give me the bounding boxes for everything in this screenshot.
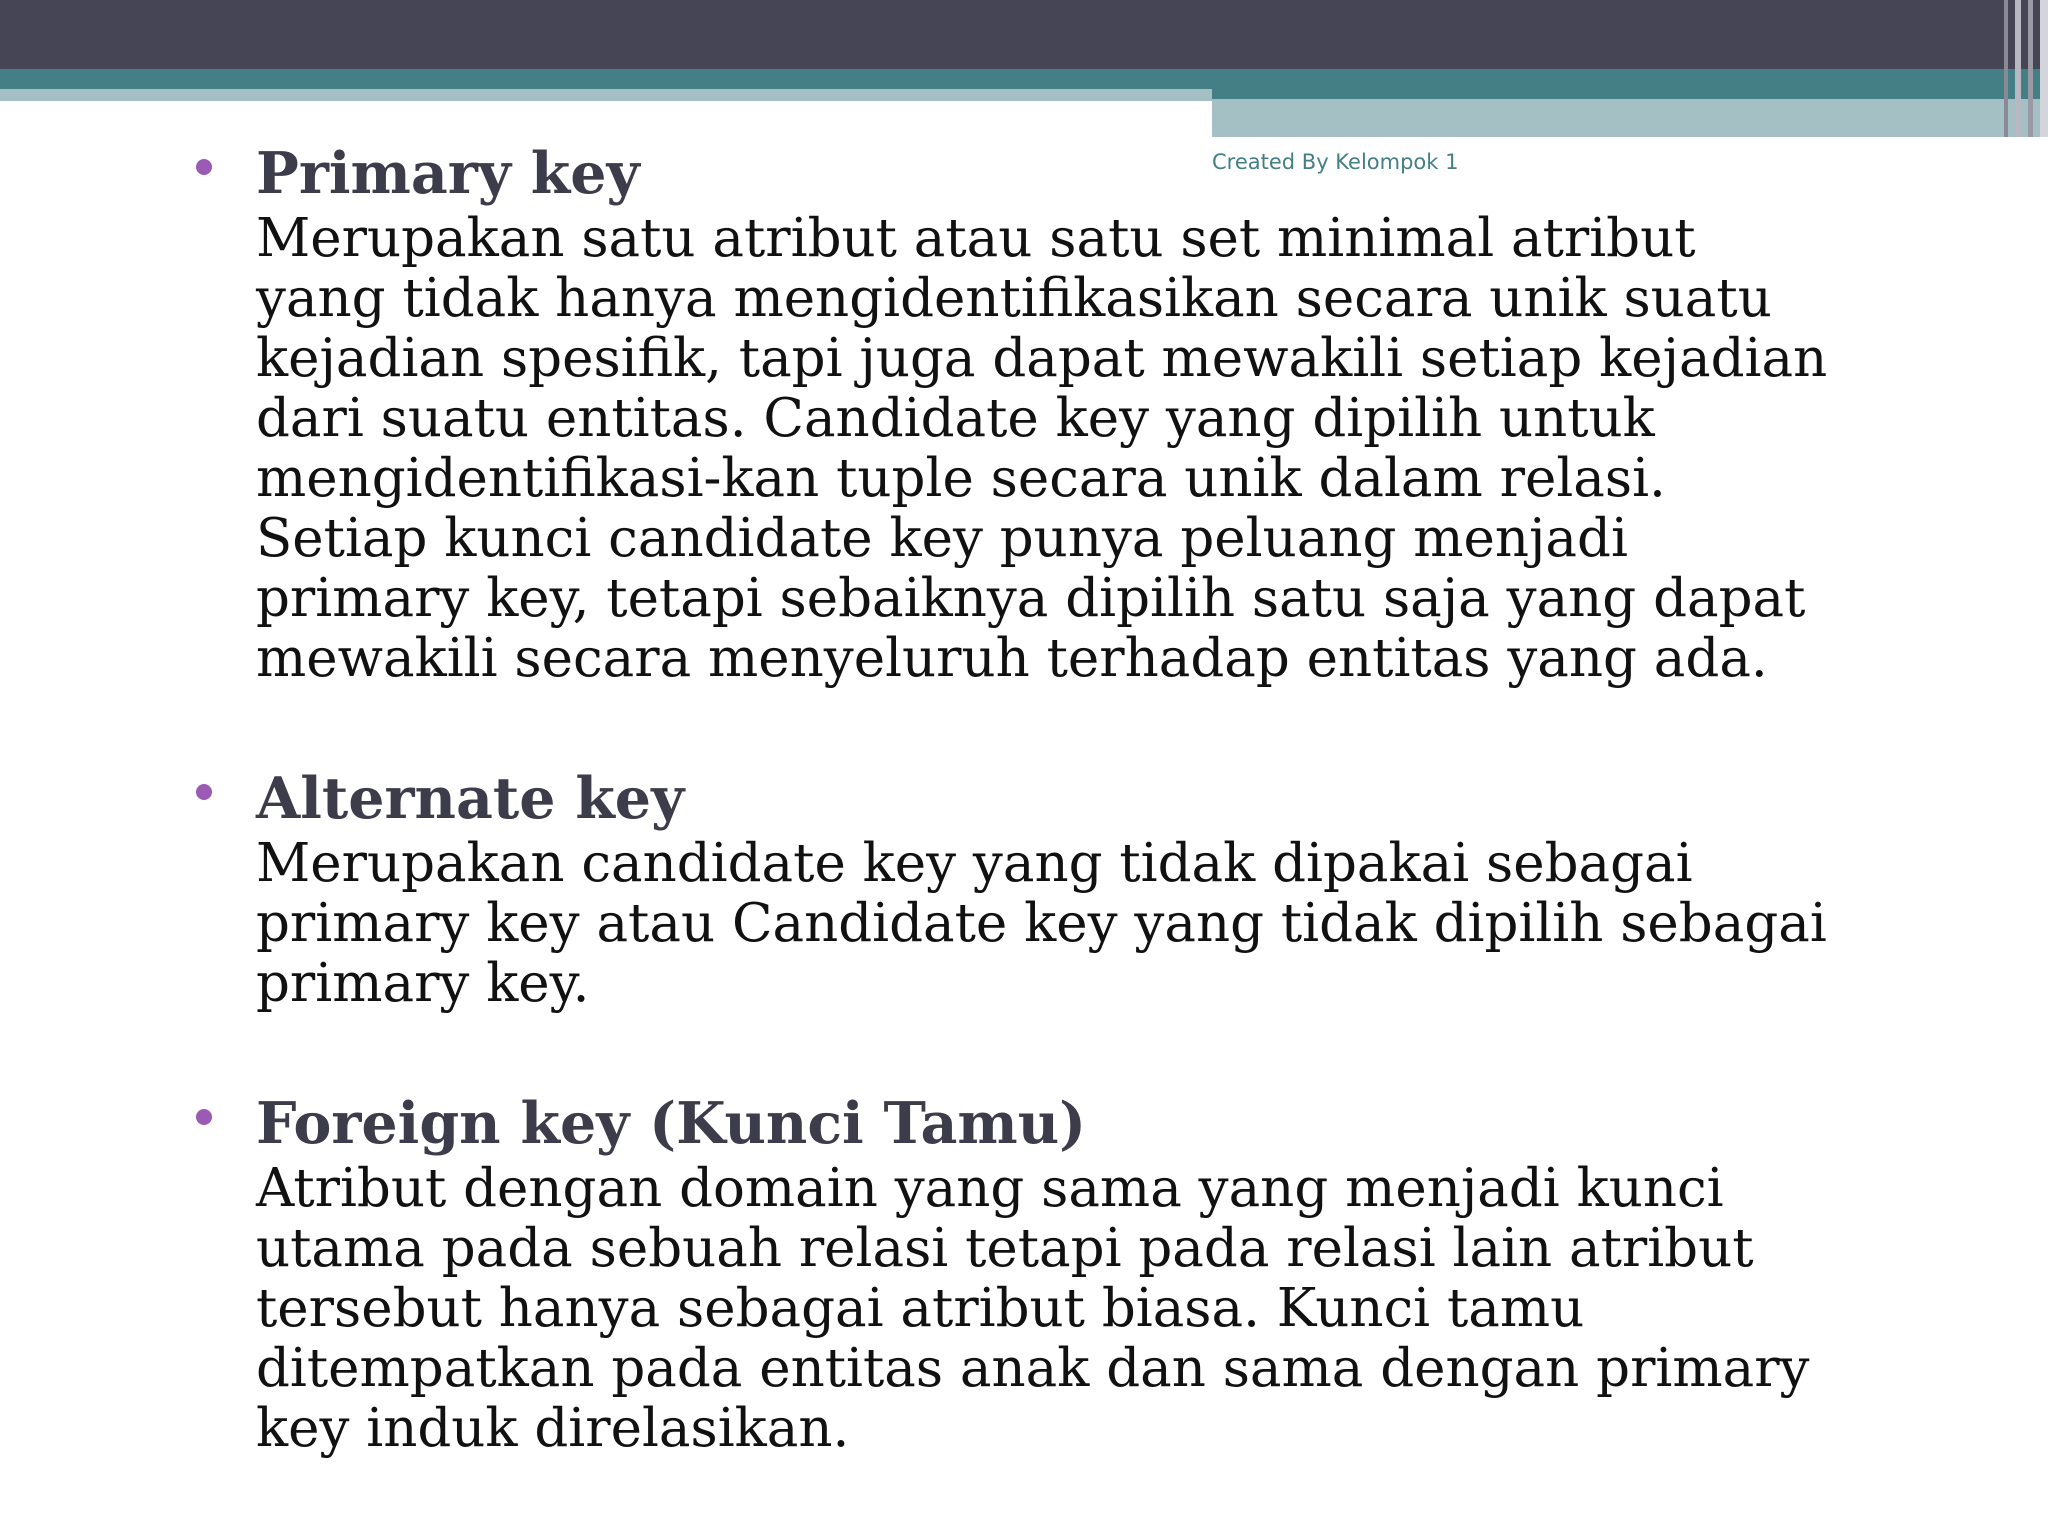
credit-text: Created By Kelompok 1 [1212,150,1459,174]
body-line: utama pada sebuah relasi tetapi pada relasi lain atribut [256,1218,1754,1279]
item-title: Primary key [256,140,640,207]
bullet-icon [196,784,212,800]
bullet-icon [196,1109,212,1125]
body-line: primary key. [256,953,590,1014]
body-line: primary key, tetapi sebaiknya dipilih satu saja yang dapat [256,568,1806,629]
body-line: mewakili secara menyeluruh terhadap entitas yang ada. [256,628,1768,689]
body-line: tersebut hanya sebagai atribut biasa. Kunci tamu [256,1278,1585,1339]
bullet-icon [196,159,212,175]
body-line: Merupakan satu atribut atau satu set minimal atribut [256,208,1696,269]
body-line: kejadian spesifik, tapi juga dapat mewakili setiap kejadian [256,328,1828,389]
body-line: key induk direlasikan. [256,1398,850,1459]
body-line: primary key atau Candidate key yang tidak dipilih sebagai [256,893,1827,954]
item-title: Foreign key (Kunci Tamu) [256,1090,1087,1157]
body-line: yang tidak hanya mengidentifikasikan secara unik suatu [256,268,1772,329]
item-title: Alternate key [256,765,685,832]
body-line: ditempatkan pada entitas anak dan sama dengan primary [256,1338,1810,1399]
body-line: Atribut dengan domain yang sama yang menjadi kunci [256,1158,1724,1219]
body-line: dari suatu entitas. Candidate key yang dipilih untuk [256,388,1655,449]
body-line: Setiap kunci candidate key punya peluang menjadi [256,508,1628,569]
item-body [256,1159,1896,1459]
item-body [256,209,1896,689]
body-line: mengidentifikasi-kan tuple secara unik dalam relasi. [256,448,1666,509]
body-line: Merupakan candidate key yang tidak dipakai sebagai [256,833,1693,894]
item-body [256,834,1896,1014]
